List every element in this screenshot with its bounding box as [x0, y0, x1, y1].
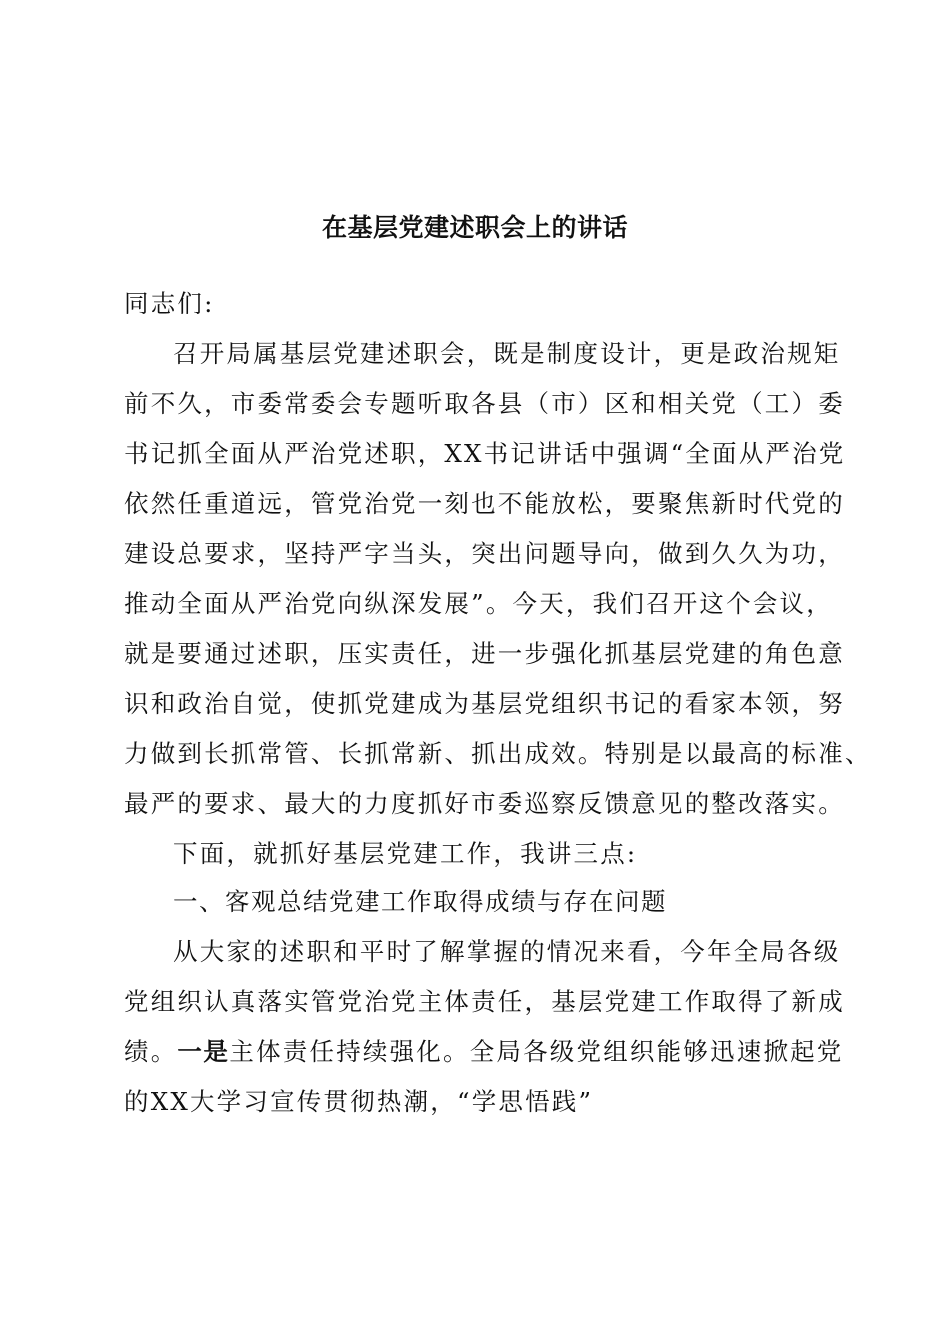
- paragraph-text: 绩。: [124, 1037, 178, 1066]
- paragraph-line: 推动全面从严治党向纵深发展”。今天，我们召开这个会议，: [124, 589, 833, 618]
- paragraph-line: 建设总要求，坚持严字当头，突出问题导向，做到久久为功，: [124, 539, 845, 568]
- paragraph-text: 主体责任持续强化。全局各级党组织能够迅速掀起党: [229, 1037, 844, 1066]
- paragraph-line: 最严的要求、最大的力度抓好市委巡察反馈意见的整改落实。: [124, 789, 845, 818]
- paragraph-line: 从大家的述职和平时了解掌握的情况来看，今年全局各级: [173, 937, 841, 966]
- paragraph-line: 党组织认真落实管党治党主体责任，基层党建工作取得了新成: [124, 987, 845, 1016]
- paragraph-line: 书记抓全面从严治党述职，XX书记讲话中强调“全面从严治党: [124, 439, 846, 468]
- paragraph-line: 前不久，市委常委会专题听取各县（市）区和相关党（工）委: [124, 389, 845, 418]
- emphasis-text: 一是: [177, 1037, 230, 1066]
- paragraph-line: 就是要通过述职，压实责任，进一步强化抓基层党建的角色意: [124, 639, 845, 668]
- paragraph-line: 识和政治自觉，使抓党建成为基层党组织书记的看家本领，努: [124, 689, 845, 718]
- paragraph-line: 力做到长抓常管、长抓常新、抓出成效。特别是以最高的标准、: [124, 739, 872, 768]
- paragraph-line: 的XX大学习宣传贯彻热潮，“学思悟践”: [124, 1087, 594, 1116]
- salutation: 同志们:: [124, 289, 215, 318]
- document-title: 在基层党建述职会上的讲话: [321, 213, 628, 242]
- paragraph-line: 下面，就抓好基层党建工作，我讲三点:: [173, 839, 638, 868]
- paragraph-line: 依然任重道远，管党治党一刻也不能放松，要聚焦新时代党的: [124, 489, 845, 518]
- paragraph-line: [124, 1034, 844, 1070]
- paragraph-line: 召开局属基层党建述职会，既是制度设计，更是政治规矩: [173, 339, 841, 368]
- section-heading: 一、客观总结党建工作取得成绩与存在问题: [173, 887, 667, 916]
